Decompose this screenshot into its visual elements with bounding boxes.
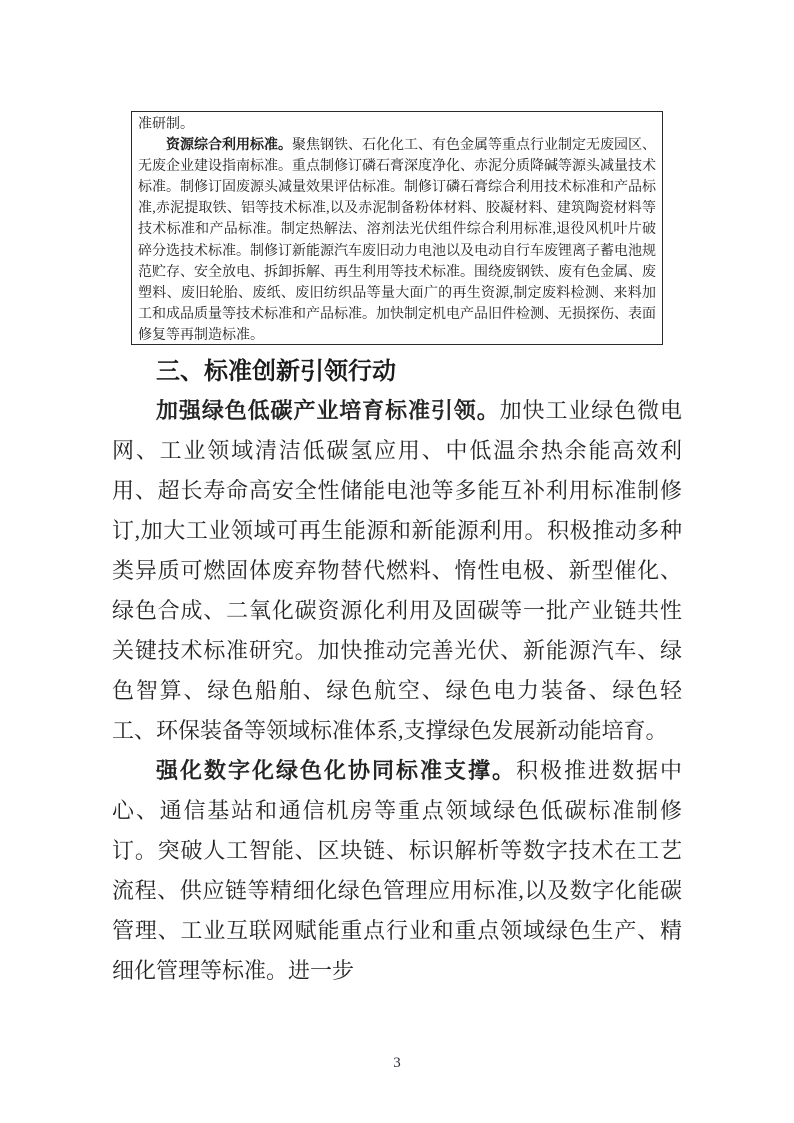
- paragraph-1-body: 加快工业绿色微电网、工业领域清洁低碳氢应用、中低温余热余能高效利用、超长寿命高安全性储能电池等多能互补利用标准制修订,加大工业领域可再生能源和新能源利用。积极推动多种类异质可燃固体废弃物替代燃料、惰性电极、新型催化、绿色合成、二氧化碳资源化利用及固碳等一批产业链共性关键技术标准研究。加快推动完善光伏、新能源汽车、绿色智算、绿色船舶、绿色航空、绿色电力装备、绿色轻工、环保装备等领域标准体系,支撑绿色发展新动能培育。: [112, 398, 682, 743]
- box-paragraph: [138, 135, 656, 346]
- paragraph-2-lead: 强化数字化绿色化协同标准支撑。: [156, 758, 516, 783]
- page-number: 3: [393, 1055, 401, 1071]
- paragraph-green-lowcarbon-industry: [112, 391, 682, 751]
- box-continuation-text: 准研制。: [138, 117, 194, 132]
- paragraph-digital-green-synergy: [112, 751, 682, 991]
- section-heading: 三、标准创新引领行动: [156, 358, 396, 385]
- box-paragraph-lead: 资源综合利用标准。: [166, 138, 292, 154]
- section-body: [112, 391, 682, 991]
- paragraph-1-lead: 加强绿色低碳产业培育标准引领。: [156, 398, 500, 423]
- paragraph-2-body: 积极推进数据中心、通信基站和通信机房等重点领域绿色低碳标准制修订。突破人工智能、区块链、标识解析等数字技术在工艺流程、供应链等精细化绿色管理应用标准,以及数字化能碳管理、工业互联网赋能重点行业和重点领域绿色生产、精细化管理等标准。进一步: [112, 758, 682, 983]
- resource-utilization-standards-box: [131, 111, 663, 345]
- box-paragraph-body: 聚焦钢铁、石化化工、有色金属等重点行业制定无废园区、无废企业建设指南标准。重点制修订磷石膏深度净化、赤泥分质降碱等源头减量技术标准。制修订固废源头减量效果评估标准。制修订磷石膏综合利用技术标准和产品标准,赤泥提取铁、铝等技术标准,以及赤泥制备粉体材料、胶凝材料、建筑陶瓷材料等技术标准和产品标准。制定热解法、溶剂法光伏组件综合利用标准,退役风机叶片破碎分选技术标准。制修订新能源汽车废旧动力电池以及电动自行车废锂离子蓄电池规范贮存、安全放电、拆卸拆解、再生利用等技术标准。围绕废钢铁、废有色金属、废塑料、废旧轮胎、废纸、废旧纺织品等量大面广的再生资源,制定废料检测、来料加工和成品质量等技术标准和产品标准。加快制定机电产品旧件检测、无损探伤、表面修复等再制造标准。: [138, 138, 656, 343]
